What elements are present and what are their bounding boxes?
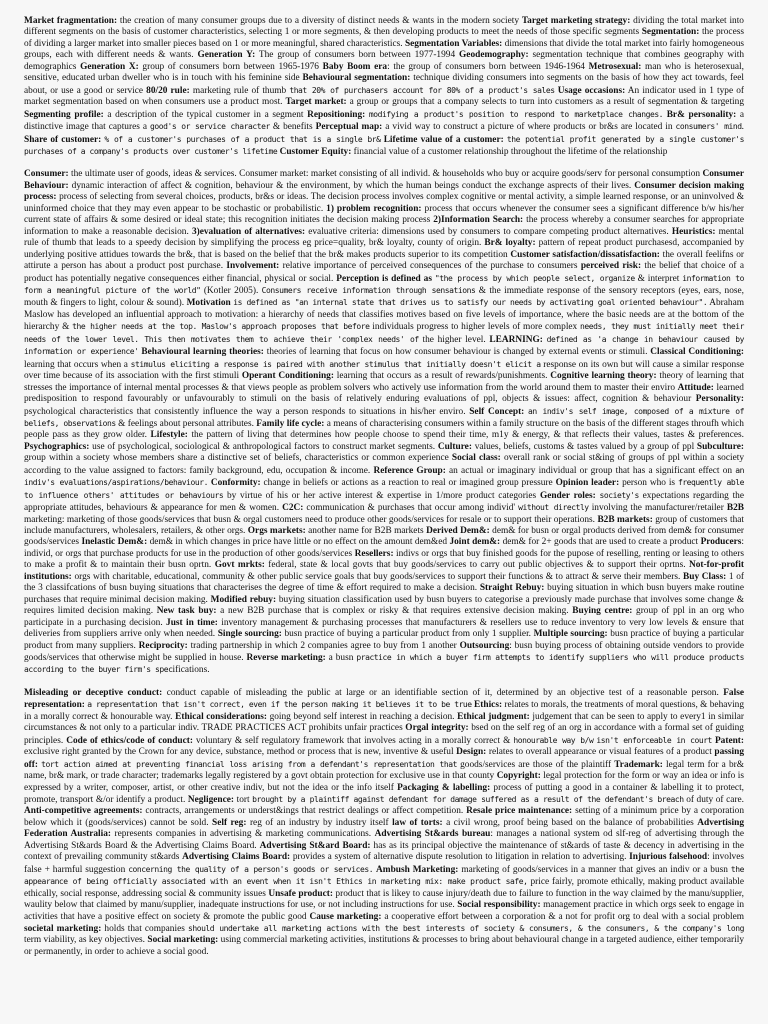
definition-text: represents companies in advertising & marketing communications. bbox=[111, 829, 375, 840]
term-label: Conformity: bbox=[210, 478, 261, 489]
term-label: Inelastic Dem&: bbox=[81, 537, 148, 548]
term-label: Market fragmentation: bbox=[24, 16, 118, 26]
definition-text: psychological characteristics that consistently influence the way a person responds to situations in his/her enviro. bbox=[24, 406, 470, 417]
term-label: Not-for-profit institutions: bbox=[24, 560, 744, 582]
definition-text: & interpret bbox=[634, 273, 683, 284]
handwritten-text: Consumers receive information through sensations bbox=[261, 285, 476, 295]
definition-text: orgs with charitable, educational, community & other public service goals that buy goods/services to support their functions & to attract & serve their members. bbox=[71, 571, 684, 582]
definition-text: relates to morals, the treatments of moral questions, & behaving in a morally correct & honourable way. bbox=[24, 700, 745, 722]
definition-text: reg of an industry by industry itself bbox=[246, 817, 393, 828]
term-label: Heuristics: bbox=[671, 226, 716, 237]
term-label: Reference Group: bbox=[373, 465, 446, 476]
term-label: Buy Class: bbox=[683, 571, 727, 582]
term-label: Personality: bbox=[695, 394, 744, 405]
term-label: Single sourcing: bbox=[217, 629, 282, 640]
term-label: Advertising Federation Australia: bbox=[24, 817, 744, 840]
term-label: Outsourcing bbox=[459, 640, 510, 651]
definition-text: judgement that can be seen to apply to every1 in similar circumstances & not only to a particular indiv. TRADE PRACTICES ACT prohibits unfair practices bbox=[24, 711, 744, 734]
definition-text: & feelings about personal attributes. bbox=[115, 418, 257, 429]
definition-text: overall rank or social st&ing of groups of ppl within a society according to the value assigned to factors: family background, edu, occupation & income. bbox=[24, 453, 744, 476]
term-label: 3)evaluation of alternatives: bbox=[191, 226, 306, 237]
definition-text: a description of the typical customer in a segment bbox=[103, 109, 308, 120]
term-label: Social responsibility: bbox=[457, 900, 541, 911]
definition-text: the overall feelifns or attirute a person has about a product post purchase. bbox=[24, 249, 744, 272]
definition-text: An indicator used in 1 type of market segmentation based on when consumers use a product most. bbox=[24, 85, 744, 108]
term-label: LEARNING: bbox=[489, 334, 543, 345]
term-label: Ambush Marketing: bbox=[376, 864, 459, 875]
term-label: Misleading or deceptive conduct: bbox=[24, 687, 163, 698]
definition-text: financial value of a customer relationship throughout the lifetime of the relationship bbox=[351, 146, 668, 157]
term-label: Usage occasions: bbox=[557, 85, 626, 96]
term-label: Derived Dem&: bbox=[426, 526, 490, 537]
term-label: Customer Equity: bbox=[279, 146, 352, 157]
definition-text: dem& for 2+ goods that are used to create a product bbox=[500, 537, 701, 548]
term-label: 80/20 rule: bbox=[146, 85, 190, 96]
term-label: 2)Information Search: bbox=[433, 215, 524, 226]
definition-text: term viability, as key objectives. bbox=[24, 935, 148, 946]
term-label: Injurious falsehood bbox=[629, 852, 708, 863]
term-label: Code of ethics/code of conduct: bbox=[66, 735, 193, 746]
term-label: Just in time: bbox=[166, 617, 218, 628]
term-label: Advertising Claims Board: bbox=[182, 852, 291, 863]
term-label: Trademark: bbox=[614, 759, 663, 770]
handwritten-text: defined as 'a change in behaviour caused by information or experience' bbox=[24, 334, 745, 357]
term-label: Patent: bbox=[714, 735, 745, 746]
definition-text: indivs or orgs that buy finished goods for the pupose of reselling, renting or leasing to others to make a profit & to maintain their busn oprtn. bbox=[24, 548, 744, 571]
definition-text: setting of a minimum price by a corporation below which it (goods/services) cannot be sold. bbox=[24, 806, 744, 828]
definition-text: using commercial marketing activities, institutions & processes to bring about behavioural change in a targeted audience, either temporarily or permanently, in order to achieve a social good. bbox=[24, 935, 744, 957]
definition-text: values, beliefs, customs & tastes valued by a group of ppl bbox=[471, 441, 697, 452]
term-label: Joint dem&: bbox=[449, 537, 501, 548]
paragraph-segmentation bbox=[24, 16, 744, 158]
definition-text: buying situation classification used by busn buyers to categorise a previously made purchase that involves some change & requires limited decision making. bbox=[24, 594, 744, 617]
term-label: Negligence: bbox=[187, 795, 235, 805]
term-label: Design: bbox=[456, 747, 487, 758]
term-label: Reciprocity: bbox=[138, 640, 188, 651]
definition-text: relative importance of perceived consequences of the purchase to consumers bbox=[279, 261, 581, 272]
definition-text: product that is likey to cause injury/death due to failure to function in the way claimed by the manu/supplier, waulity below that claimed by manu/supplier, inadequate instructions for use, or not including instructions for use. bbox=[24, 888, 744, 911]
definition-text: dem& for busn or orgal products derived from dem& for consumer goods/services bbox=[24, 526, 744, 548]
definition-text: the higher level. bbox=[418, 334, 490, 345]
term-label: Consumer decision making process: bbox=[24, 180, 744, 203]
term-label: Lifestyle: bbox=[150, 430, 188, 441]
handwritten-text: consumers' mind bbox=[675, 122, 742, 132]
definition-text: process of selecting from several choices, products, br&s or ideas. The decision process involves complex cognitive or mental activity, a simple learned response, or an uninvolved & uninformed choice that they may even appear to be stochastic or probabilistic. bbox=[24, 192, 744, 214]
term-label: Share of customer: bbox=[24, 134, 102, 145]
definition-text: process that occurs whenever the consumer sees a significant difference b/w his/her current state of affairs & some desired or ideal state; this recognition initiates the decision making process bbox=[24, 203, 744, 226]
term-label: Baby Boom era bbox=[322, 61, 388, 72]
term-label: Reverse marketing: bbox=[246, 653, 326, 664]
term-label: Consumer Behaviour: bbox=[24, 169, 744, 191]
definition-text: group of consumers born between 1965-1976 bbox=[138, 61, 323, 72]
definition-text: the process of dividing a larger market into smaller pieces based on 1 or more meaningful, shared characteristics. bbox=[24, 27, 744, 49]
term-label: Segmentation Variables: bbox=[404, 38, 503, 49]
term-label: Social marketing: bbox=[147, 935, 219, 946]
term-label: Generation Y: bbox=[197, 50, 256, 61]
term-label: Orgs markets: bbox=[247, 526, 306, 537]
handwritten-text: an indiv's self image, composed of a mixture of beliefs, observations bbox=[24, 406, 744, 428]
handwritten-text: good's or service character bbox=[149, 122, 270, 132]
term-label: Copyright: bbox=[496, 771, 541, 782]
definition-text: : the group of consumers born between 1946-1964 bbox=[387, 61, 589, 72]
definition-text: technique dividing consumers into segments on the basis of how they act towards, feel about, or use a good or service bbox=[24, 73, 744, 96]
definition-text: management practice in which orgs seek to engage in activities that have a positive effect on society & promote the public good bbox=[24, 900, 745, 922]
definition-text: marketing: marketing of those goods/services that busn & orgal customers need to produce other goods/services for resale or to support their operations. bbox=[24, 514, 598, 525]
definition-text: group of ppl in an org who participate in a purchasing decision. bbox=[24, 606, 745, 628]
term-label: B2B bbox=[726, 503, 744, 514]
definition-text: relates to overall appearance or visual features of a product bbox=[486, 747, 715, 758]
handwritten-text: an indiv's evaluations/aspirations/behaviour. bbox=[24, 465, 744, 488]
definition-text: group within a society whose members share a distinctive set of beliefs, characteristics or common experience bbox=[24, 453, 452, 464]
term-label: Opinion leader: bbox=[555, 478, 620, 489]
definition-text: group of customers that include manufacturers, wholesalers, retailers, & other orgs. bbox=[24, 514, 744, 537]
definition-text: learning that occurs as a result of rewards/punishments. bbox=[333, 371, 551, 382]
term-label: Cause marketing: bbox=[309, 911, 382, 922]
definition-text: tort bbox=[234, 795, 253, 805]
definition-text: legal protection for the form or way an idea or info is expressed by a writer, composer, artist, or other creative indiv, but not the idea or the info itself bbox=[24, 771, 744, 793]
definition-text: the process whereby a consumer searches for appropriate information to make a reasonable decision. bbox=[24, 215, 744, 237]
definition-text: bsed on the self reg of an org in accordance with a formal set of guiding principles. bbox=[24, 723, 744, 746]
term-label: Psychographics: bbox=[24, 441, 90, 452]
definition-text: & benefits bbox=[269, 122, 316, 133]
definition-text: dem& in which changes in price have little or no effect on the amount dem&ed bbox=[147, 537, 450, 548]
definition-text: a civil wrong, proof being based on the balance of probabilities bbox=[442, 817, 698, 828]
term-label: Self Concept: bbox=[469, 406, 525, 417]
term-label: C2C: bbox=[282, 503, 304, 514]
term-label: Advertising St&ard Board: bbox=[259, 840, 371, 851]
definition-text: a cooperative effort between a corporation & a not for profit org to deal with a social problem bbox=[381, 911, 744, 922]
definition-text: busn practice of buying a particular product from many suppliers. bbox=[24, 629, 744, 651]
definition-text: individuals progress to higher levels of more complex bbox=[369, 322, 581, 333]
definition-text: involving the manufacturer/retailer bbox=[588, 503, 727, 514]
term-label: Attitude: bbox=[677, 382, 714, 393]
term-label: Perception is defined as bbox=[336, 273, 432, 284]
term-label: Anti-competitive agreements: bbox=[24, 806, 143, 817]
term-label: Target market: bbox=[285, 97, 347, 108]
definition-text: another name for B2B markets bbox=[305, 526, 427, 537]
term-label: Involvement: bbox=[226, 261, 280, 272]
definition-text: & the immediate response of the sensory receptors (eyes, ears, nose, mouth & fingers to light, colour & sound). bbox=[24, 285, 745, 309]
term-label: Orgal integrity: bbox=[405, 723, 469, 734]
definition-text: voluntary & self regulatory framework that involves acting in a morally correct & bbox=[192, 735, 514, 746]
definition-text: : busn buying process of obtaining outside vendors to provide goods/services that otherwise might be supplied in house. bbox=[24, 640, 744, 664]
term-label: Producers bbox=[700, 537, 742, 548]
term-label: Target marketing strategy: bbox=[521, 16, 631, 26]
definition-text: ifications. bbox=[172, 665, 210, 676]
term-label: Lifetime value of a customer: bbox=[383, 134, 504, 145]
term-label: Geodemography: bbox=[459, 50, 529, 61]
definition-text: a group or groups that a company selects to turn into customers as a result of segmentation & targeting bbox=[346, 97, 744, 108]
handwritten-text: the appearance of being officially associated with an event when it isn't Ethics in marketing mix: make product safe, bbox=[24, 864, 744, 887]
handwritten-text: stimulus eliciting a response is paired with another stimulus that initially doesn't elicit a bbox=[130, 359, 541, 369]
definition-text: : individ, or orgs that purchase products for use in the production of other goods/services bbox=[24, 537, 745, 559]
definition-text: the ultimate user of goods, ideas & services. Consumer market: market consisting of all individ. & households who buy or acquire goods/serv for personal consumption bbox=[68, 169, 703, 180]
term-label: Behavioural segmentation: bbox=[302, 73, 411, 84]
definition-text: buying situation in which busn buyers make routine purchases that require minimal decision making. bbox=[24, 583, 744, 605]
paragraph-ethics-law bbox=[24, 688, 744, 958]
term-label: B2B markets: bbox=[597, 514, 653, 525]
definition-text: dimensions that divide the total market into fairly homogeneous groups, each with different needs & wants. bbox=[24, 38, 745, 61]
term-label: Advertising St&ards bureau bbox=[374, 829, 491, 840]
definition-text: trading partnership in which 2 companies agree to buy from 1 another bbox=[187, 640, 460, 651]
term-label: perceived risk: bbox=[580, 261, 642, 272]
definition-text: dividing the total market into different segments on the basis of customer characteristics, selecting 1 or more segments, & then developing products to meet the needs of those specific segments bbox=[24, 16, 744, 38]
definition-text: the creation of many consumer groups due to a diversity of distinct needs & wants in the modern society bbox=[117, 16, 522, 26]
definition-text: marketing of goods/services in a manner that gives an indiv or a busn bbox=[458, 864, 731, 875]
definition-text: 1 of the 3 classifcations of busn buying situations that characterises the degree of time & effort required to make a decision. bbox=[24, 571, 744, 594]
term-label: Straight Rebuy: bbox=[479, 583, 545, 594]
term-label: 1) problem recognition: bbox=[326, 203, 422, 214]
definition-text: a distinctive image that captures a bbox=[24, 109, 745, 133]
handwritten-text: needs, they must initially meet their needs of the lower level. This then motivates them to achieve their 'complex needs' of bbox=[24, 322, 744, 344]
definition-text: price fairly, promote ethically, making product available ethically, social response, addressing social & community issues bbox=[24, 877, 744, 899]
handwritten-text: "the process by which people select, organize bbox=[434, 273, 635, 283]
definition-text: the pattern of living that determines how people choose to spend their time, m1y & energy, & that reflects their values, tastes & preferences. bbox=[187, 430, 744, 441]
definition-text: mental rule of thumb that leads to a speedy decision by simplifying the process eg price=quality, br& loyalty, county of origin. bbox=[24, 226, 745, 249]
handwritten-text: modifying a product's position to respond to marketplace changes. bbox=[368, 109, 664, 119]
term-label: Ethical considerations: bbox=[175, 711, 267, 722]
term-label: law of torts: bbox=[392, 817, 443, 828]
definition-text: by virtue of his or her active interest & expertise in 1/more product categories bbox=[223, 490, 540, 501]
term-label: Consumer: bbox=[24, 169, 69, 180]
term-label: Behavioural learning theories: bbox=[141, 347, 264, 358]
definition-text: (Kotler 2005). bbox=[200, 285, 262, 296]
term-label: Govt mrkts: bbox=[214, 560, 265, 571]
term-label: Social class: bbox=[451, 453, 501, 464]
definition-text: of duty of care. bbox=[683, 795, 744, 805]
term-label: Ethical judgment: bbox=[457, 711, 530, 722]
handwritten-text: brought by a plaintiff against defendant for damage suffered as a result of the defendant's breach bbox=[252, 795, 684, 804]
definition-text: segmentation technique that combines geography with demographics bbox=[24, 50, 744, 72]
definition-text: communication & purchases that occur among individ' bbox=[303, 503, 519, 514]
handwritten-text: isn't enforceable in court bbox=[596, 735, 712, 745]
definition-text: man who is heterosexual, sensitive, educated urban dweller who is in touch with his feminine side bbox=[24, 61, 744, 84]
handwritten-text: tort action aimed at preventing financial loss arising from a defendant's representation that bbox=[41, 759, 457, 769]
term-label: Unsafe product: bbox=[268, 888, 333, 899]
definition-text: federal, state & local govts that buy goods/services to carry out public objectives & to support their oprtns. bbox=[264, 560, 689, 571]
term-label: Cognitive learning theory: bbox=[550, 371, 657, 382]
term-label: Buying centre: bbox=[572, 606, 633, 617]
term-label: Gender roles: bbox=[539, 490, 596, 501]
term-label: Motivation bbox=[186, 298, 231, 309]
term-label: Multiple sourcing: bbox=[533, 629, 608, 640]
handwritten-text: the potential profit generated by a single customer's purchases of a company's products over customer's lifetime bbox=[24, 134, 744, 156]
term-label: Repositioning: bbox=[307, 109, 366, 120]
term-label: False representation: bbox=[24, 687, 744, 711]
term-label: passing off: bbox=[24, 747, 744, 770]
definition-text: exclusive right granted by the Crown for any device, substance, method or process that is new, inventive & useful bbox=[24, 747, 457, 758]
term-label: Operant Conditioning: bbox=[241, 371, 334, 382]
term-label: Classical Conditioning: bbox=[650, 347, 744, 358]
handwritten-text: a representation that isn't correct, even if the person making it believes it to be true bbox=[87, 700, 472, 710]
definition-text: has as its principal objective the maintenance of st&ards of taste & decency in advertising in the context of prevailing community st&ards bbox=[24, 840, 744, 863]
handwritten-text: without directly bbox=[518, 503, 589, 513]
definition-text: conduct capable of misleading the public at large or an identifiable section of it, determined by an objective test of a reasonable person. bbox=[162, 687, 724, 698]
term-label: Customer satisfaction/dissatisfaction: bbox=[510, 249, 660, 260]
definition-text: : manages a national system od slf-reg of advertising through the Advertising St&ards Board & the Advertising Claims Board. bbox=[24, 829, 744, 851]
handwritten-text: the higher needs at the top. Maslow's approach proposes that before bbox=[72, 322, 370, 332]
handwritten-text: concerning the quality of a person's goods or services. bbox=[128, 864, 374, 874]
definition-text: a means of characterising consumers within a family structure on the basis of the different stages throufh which people pass as they grow older. bbox=[24, 418, 744, 441]
definition-text: expectations regarding the appropriate attitudes, behaviours & appearance for men & women. bbox=[24, 490, 744, 514]
term-label: New task buy: bbox=[156, 606, 217, 617]
definition-text: going beyond self interest in reaching a decision. bbox=[266, 711, 458, 722]
definition-text: person who is bbox=[619, 478, 678, 489]
definition-text: a busn bbox=[325, 653, 357, 664]
term-label: Subculture: bbox=[696, 441, 744, 452]
definition-text: learning that occurs when a bbox=[24, 359, 131, 370]
definition-text: evaluative criteria: dimensions used by consumers to compare competing product alternatives. bbox=[305, 226, 672, 237]
definition-text: Abraham Maslow has developed an influential approach to motivation: a hierarchy of needs that classifies motives based on five levels of importance, where the basic needs are at the bottom of the hierarchy & bbox=[24, 298, 744, 333]
definition-text: marketing rule of thumb bbox=[189, 85, 290, 96]
term-label: Ethics: bbox=[474, 700, 503, 711]
definition-text: the belief that choice of a product has potentially negative consequences either financial, physical or social. bbox=[24, 261, 744, 284]
term-label: Modified rebuy: bbox=[210, 594, 277, 605]
definition-text: use of psychological, sociological & anthropological factors to construct market segments. bbox=[89, 441, 438, 452]
handwritten-text: practice in which a buyer firm attempts to identify suppliers who will produce products according to the buyer firm's spec bbox=[24, 653, 744, 675]
term-label: Br& personality: bbox=[666, 109, 737, 120]
definition-text: process of putting a good in a container & labelling it to protect, promote, transport &/or identify a product. bbox=[24, 782, 745, 805]
definition-text: dynamic interaction of affect & cognition, behaviour & the environment, by which the human beings conduct the exchange asprects of their lives. bbox=[68, 180, 635, 191]
term-label: Generation X: bbox=[80, 61, 139, 72]
definition-text: contracts, arrangements or underst&ings that restrict dealings or affect competition. bbox=[142, 806, 467, 817]
term-label: Resale price maintenance: bbox=[466, 806, 573, 817]
handwritten-text: frequently able to influence others' attitudes or behaviours bbox=[24, 478, 744, 500]
definition-text: learned predisposition to respond favourably or unfavourably to stimuli on the basis of relatively enduring evaluations of ppl, objects & issues: affect, cognition & behaviour bbox=[24, 382, 744, 405]
term-label: Perceptual map: bbox=[315, 122, 383, 133]
term-label: Metrosexual: bbox=[588, 61, 642, 72]
term-label: Family life cycle: bbox=[256, 418, 325, 429]
definition-text: . bbox=[741, 122, 744, 133]
definition-text: theories of learning that focus on how consumer behaviour is changed by external events or stimuli. bbox=[263, 347, 651, 358]
handwritten-text: information to form a meaningful picture of the world" bbox=[24, 273, 744, 295]
definition-text: response on its own but will cause a similar response over time because of its association with the first stimuli bbox=[24, 359, 745, 382]
definition-text: a new B2B purchase that is complex or risky & that requires extensive decision making. bbox=[216, 606, 573, 617]
definition-text: an actual or imaginary individual or group that has a significant effect on bbox=[445, 465, 736, 476]
term-label: Segmenting profile: bbox=[24, 109, 104, 120]
definition-text: The group of consumers born between 1977-1994 bbox=[255, 50, 460, 61]
definition-text: theory of learning that stresses the importance of internal mental processes & that views people as problem solvers who actively use information from the world around them to master their enviro bbox=[24, 371, 744, 393]
definition-text: inventory management & purchasing processes that manufacturers & resellers use to reduce inventory to very low levels & ensure that deliveries from suppliers arrive only when needed. bbox=[24, 617, 744, 640]
definition-text: busn practice of buying a particular product from only 1 supplier. bbox=[281, 629, 534, 640]
handwritten-text: that 20% of purchasers account for 80% of a product's sales bbox=[289, 85, 555, 95]
term-label: societal marketing: bbox=[24, 923, 102, 934]
handwritten-text: society's bbox=[599, 490, 639, 500]
term-label: Self reg: bbox=[212, 817, 247, 828]
term-label: Br& loyalty: bbox=[484, 238, 536, 249]
term-label: Resellers: bbox=[354, 548, 394, 559]
definition-text: a vivid way to construct a picture of where products or br&s are located in bbox=[382, 122, 676, 133]
handwritten-text: should undertake all marketing actions with the best interests of society & consumers, & the consumers, & the company's long bbox=[187, 923, 744, 933]
handwritten-text: is defined as "an internal state that drives us to satisfy our needs by activating goal oriented behaviour". bbox=[233, 298, 708, 308]
definition-text: provides a system of alternative dispute resolution to litigation in relation to advertising. bbox=[290, 852, 630, 863]
definition-text: change in beliefs or actions as a reaction to real or imagined group pressure bbox=[260, 478, 556, 489]
definition-text: legal term for a br& name, br& mark, or trade character; trademarks legally registered by a govt obtain protection for exclusive use in that county bbox=[24, 759, 744, 782]
definition-text: pattern of repeat product purchasesd, accompanied by underlying positive attidues towards the br&, that is based on the belief that the br& makes products superior to its competition bbox=[24, 238, 744, 260]
handwritten-text: % of a customer's purchases of a product that is a single br& bbox=[104, 134, 381, 144]
term-label: Packaging & labelling: bbox=[397, 782, 491, 793]
term-label: Culture: bbox=[437, 441, 472, 452]
paragraph-consumer-behaviour bbox=[24, 169, 744, 676]
definition-text: goods/services are those of the plaintiff bbox=[456, 759, 615, 770]
handwritten-text: honourable way b/w bbox=[513, 735, 594, 745]
definition-text: : involves false + harmful suggestion bbox=[24, 852, 744, 875]
definition-text: holds that companies bbox=[101, 923, 188, 934]
term-label: Segmentation: bbox=[641, 27, 700, 38]
